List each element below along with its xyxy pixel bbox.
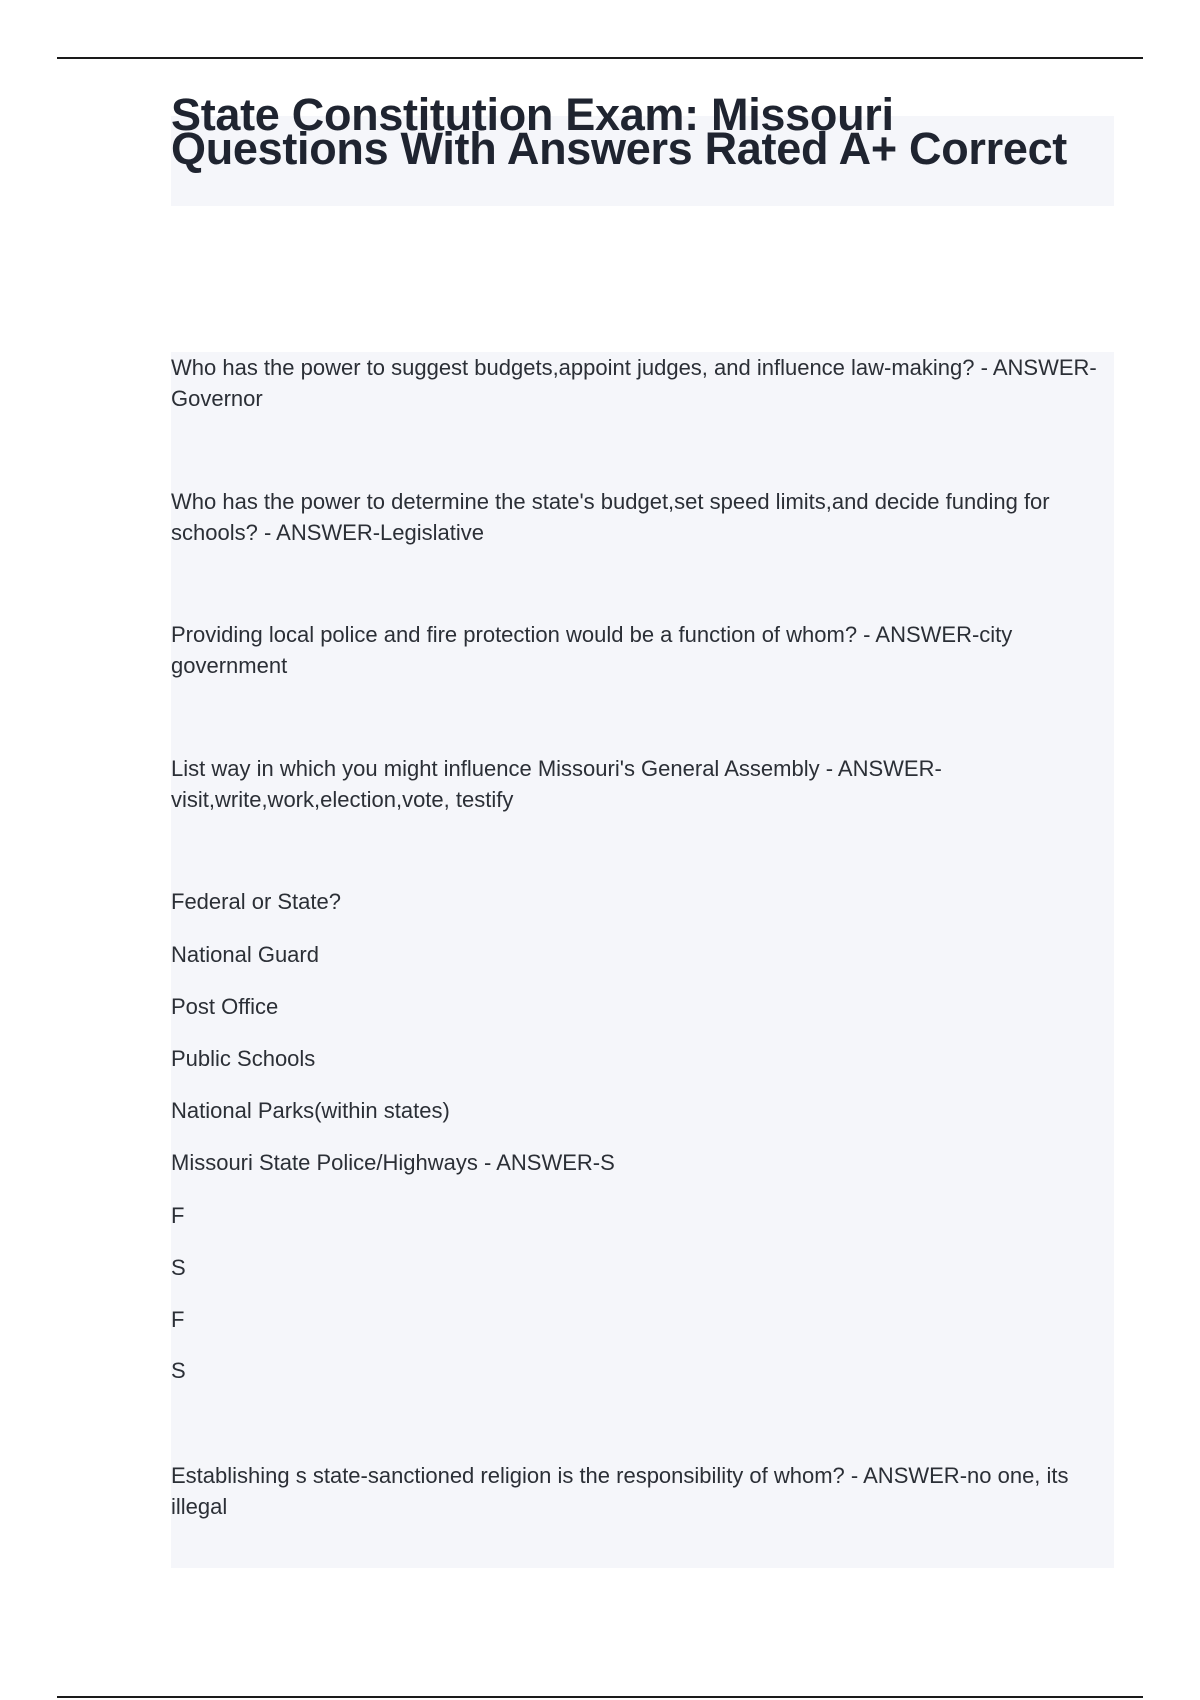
federal-state-question: Federal or State? [171, 889, 341, 914]
federal-state-line: Post Office [171, 994, 279, 1019]
federal-state-answer: F [171, 1307, 185, 1332]
federal-state-line: National Parks(within states) [171, 1098, 450, 1123]
federal-state-line: National Guard [171, 942, 319, 967]
top-rule [57, 57, 1143, 59]
federal-state-line: Public Schools [171, 1046, 316, 1071]
document-title: State Constitution Exam: Missouri Questions With Answers Rated A+ Correct [171, 89, 1067, 174]
qa-item-religion: Establishing s state-sanctioned religion is the responsibility of whom? - ANSWER-no one, its illegal [171, 1463, 1069, 1519]
qa-item-governor: Who has the power to suggest budgets,appoint judges, and influence law-making? - ANSWER-Governor [171, 355, 1097, 411]
federal-state-answer: F [171, 1203, 185, 1228]
federal-state-answer: S [171, 1255, 186, 1280]
federal-state-answer: S [171, 1358, 186, 1383]
federal-state-line: Missouri State Police/Highways - ANSWER-S [171, 1150, 615, 1175]
qa-item-legislative: Who has the power to determine the state's budget,set speed limits,and decide funding for schools? - ANSWER-Legislative [171, 489, 1050, 545]
qa-item-general-assembly: List way in which you might influence Missouri's General Assembly - ANSWER-visit,write,work,election,vote, testify [171, 756, 942, 812]
qa-item-city-government: Providing local police and fire protection would be a function of whom? - ANSWER-city government [171, 622, 1013, 678]
bottom-rule [57, 1696, 1143, 1698]
